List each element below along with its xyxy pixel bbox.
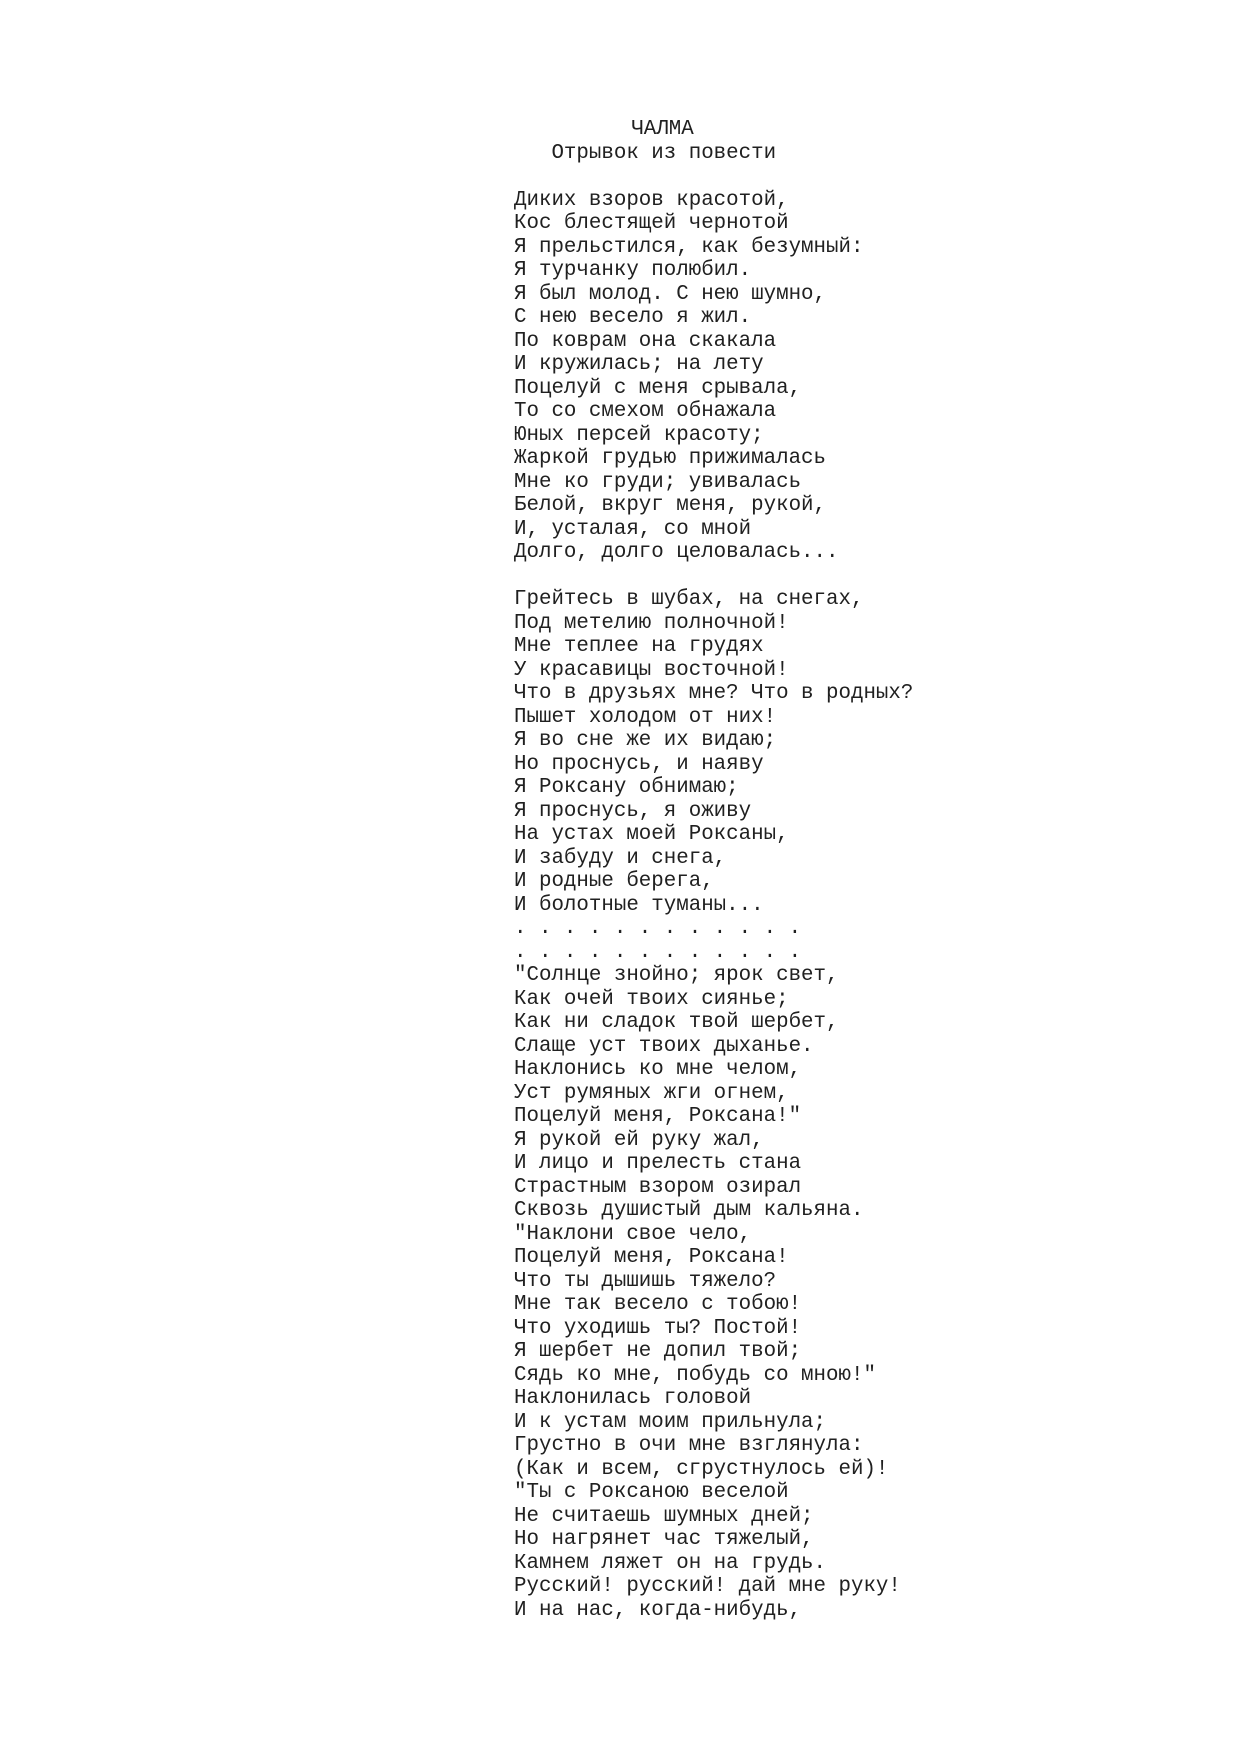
poem-line: Жаркой грудью прижималась: [514, 447, 827, 470]
poem-line: И лицо и прелесть стана: [514, 1152, 802, 1175]
poem-line: Я шербет не допил твой;: [514, 1340, 802, 1363]
poem-line: Но нагрянет час тяжелый,: [514, 1528, 814, 1551]
poem-line: Диких взоров красотой,: [514, 188, 789, 212]
poem-line: Что ты дышишь тяжело?: [514, 1269, 777, 1293]
poem-line: Долго, долго целовалась...: [514, 541, 839, 564]
poem-line: Кос блестящей чернотой: [514, 212, 789, 235]
poem-subtitle: Отрывок из повести: [551, 141, 777, 165]
poem-line: И болотные туманы...: [514, 893, 764, 917]
poem-line: Уст румяных жги огнем,: [514, 1081, 789, 1105]
poem-line: Я во сне же их видаю;: [514, 729, 777, 752]
poem-line: Как очей твоих сиянье;: [514, 987, 789, 1011]
poem-line: Русский! русский! дай мне руку!: [514, 1575, 901, 1598]
poem-line: Мне теплее на грудях: [514, 635, 764, 658]
poem-line: Поцелуй с меня срывала,: [514, 376, 802, 400]
poem-line: Я Роксану обнимаю;: [514, 776, 739, 799]
poem-line: Юных персей красоту;: [514, 423, 764, 447]
poem-line: Но проснусь, и наяву: [514, 752, 764, 776]
poem-line: И родные берега,: [514, 870, 714, 893]
poem-line: То со смехом обнажала: [514, 400, 777, 423]
poem-line: Сядь ко мне, побудь со мною!": [514, 1363, 876, 1387]
poem-line: Слаще уст твоих дыханье.: [514, 1034, 814, 1058]
poem-line: Пышет холодом от них!: [514, 705, 777, 729]
poem-line: Я турчанку полюбил.: [514, 259, 752, 282]
poem-line: Под метелию полночной!: [514, 611, 789, 635]
poem-line: Что уходишь ты? Постой!: [514, 1316, 802, 1340]
poem-line: Наклонилась головой: [514, 1387, 752, 1410]
stanza: [514, 189, 913, 565]
poem-line: Я проснусь, я оживу: [514, 799, 752, 823]
poem-line: Не считаешь шумных дней;: [514, 1504, 814, 1528]
poem-line: Я прельстился, как безумный:: [514, 235, 864, 259]
poem-line: И забуду и снега,: [514, 846, 727, 870]
poem-line: Грустно в очи мне взглянула:: [514, 1434, 864, 1457]
poem-text: [514, 118, 913, 1622]
stanza: [514, 588, 913, 1622]
poem-line: И к устам моим прильнула;: [514, 1410, 827, 1434]
poem-line: По коврам она скакала: [514, 329, 777, 353]
poem-line: И кружилась; на лету: [514, 353, 764, 376]
poem-line: На устах моей Роксаны,: [514, 823, 789, 846]
poem-line: "Ты с Роксаною веселой: [514, 1481, 789, 1504]
poem-line: Поцелуй меня, Роксана!": [514, 1105, 802, 1128]
poem-line: Я был молод. С нею шумно,: [514, 282, 827, 306]
poem-line: "Наклони свое чело,: [514, 1222, 752, 1246]
poem-line: . . . . . . . . . . . .: [514, 917, 802, 940]
poem-line: Белой, вкруг меня, рукой,: [514, 494, 827, 517]
poem-line: И, усталая, со мной: [514, 517, 752, 541]
poem-line: Я рукой ей руку жал,: [514, 1128, 764, 1152]
poem-line: Как ни сладок твой шербет,: [514, 1011, 839, 1034]
poem-line: "Солнце знойно; ярок свет,: [514, 964, 839, 987]
poem-line: И на нас, когда-нибудь,: [514, 1598, 802, 1622]
poem-line: Мне так весело с тобою!: [514, 1293, 802, 1316]
poem-line: . . . . . . . . . . . .: [514, 940, 802, 964]
poem-line: (Как и всем, сгрустнулось ей)!: [514, 1457, 889, 1481]
poem-line: Поцелуй меня, Роксана!: [514, 1246, 789, 1269]
poem-line: Камнем ляжет он на грудь.: [514, 1551, 827, 1575]
poem-line: С нею весело я жил.: [514, 306, 752, 329]
poem-line: Грейтесь в шубах, на снегах,: [514, 588, 864, 611]
poem-line: Наклонись ко мне челом,: [514, 1058, 802, 1081]
poem-line: Страстным взором озирал: [514, 1175, 802, 1199]
poem-line: Сквозь душистый дым кальяна.: [514, 1199, 864, 1222]
poem-title: ЧАЛМА: [631, 118, 694, 141]
poem-line: У красавицы восточной!: [514, 658, 789, 682]
poem-line: Что в друзьях мне? Что в родных?: [514, 682, 914, 705]
poem-line: Мне ко груди; увивалась: [514, 470, 802, 494]
